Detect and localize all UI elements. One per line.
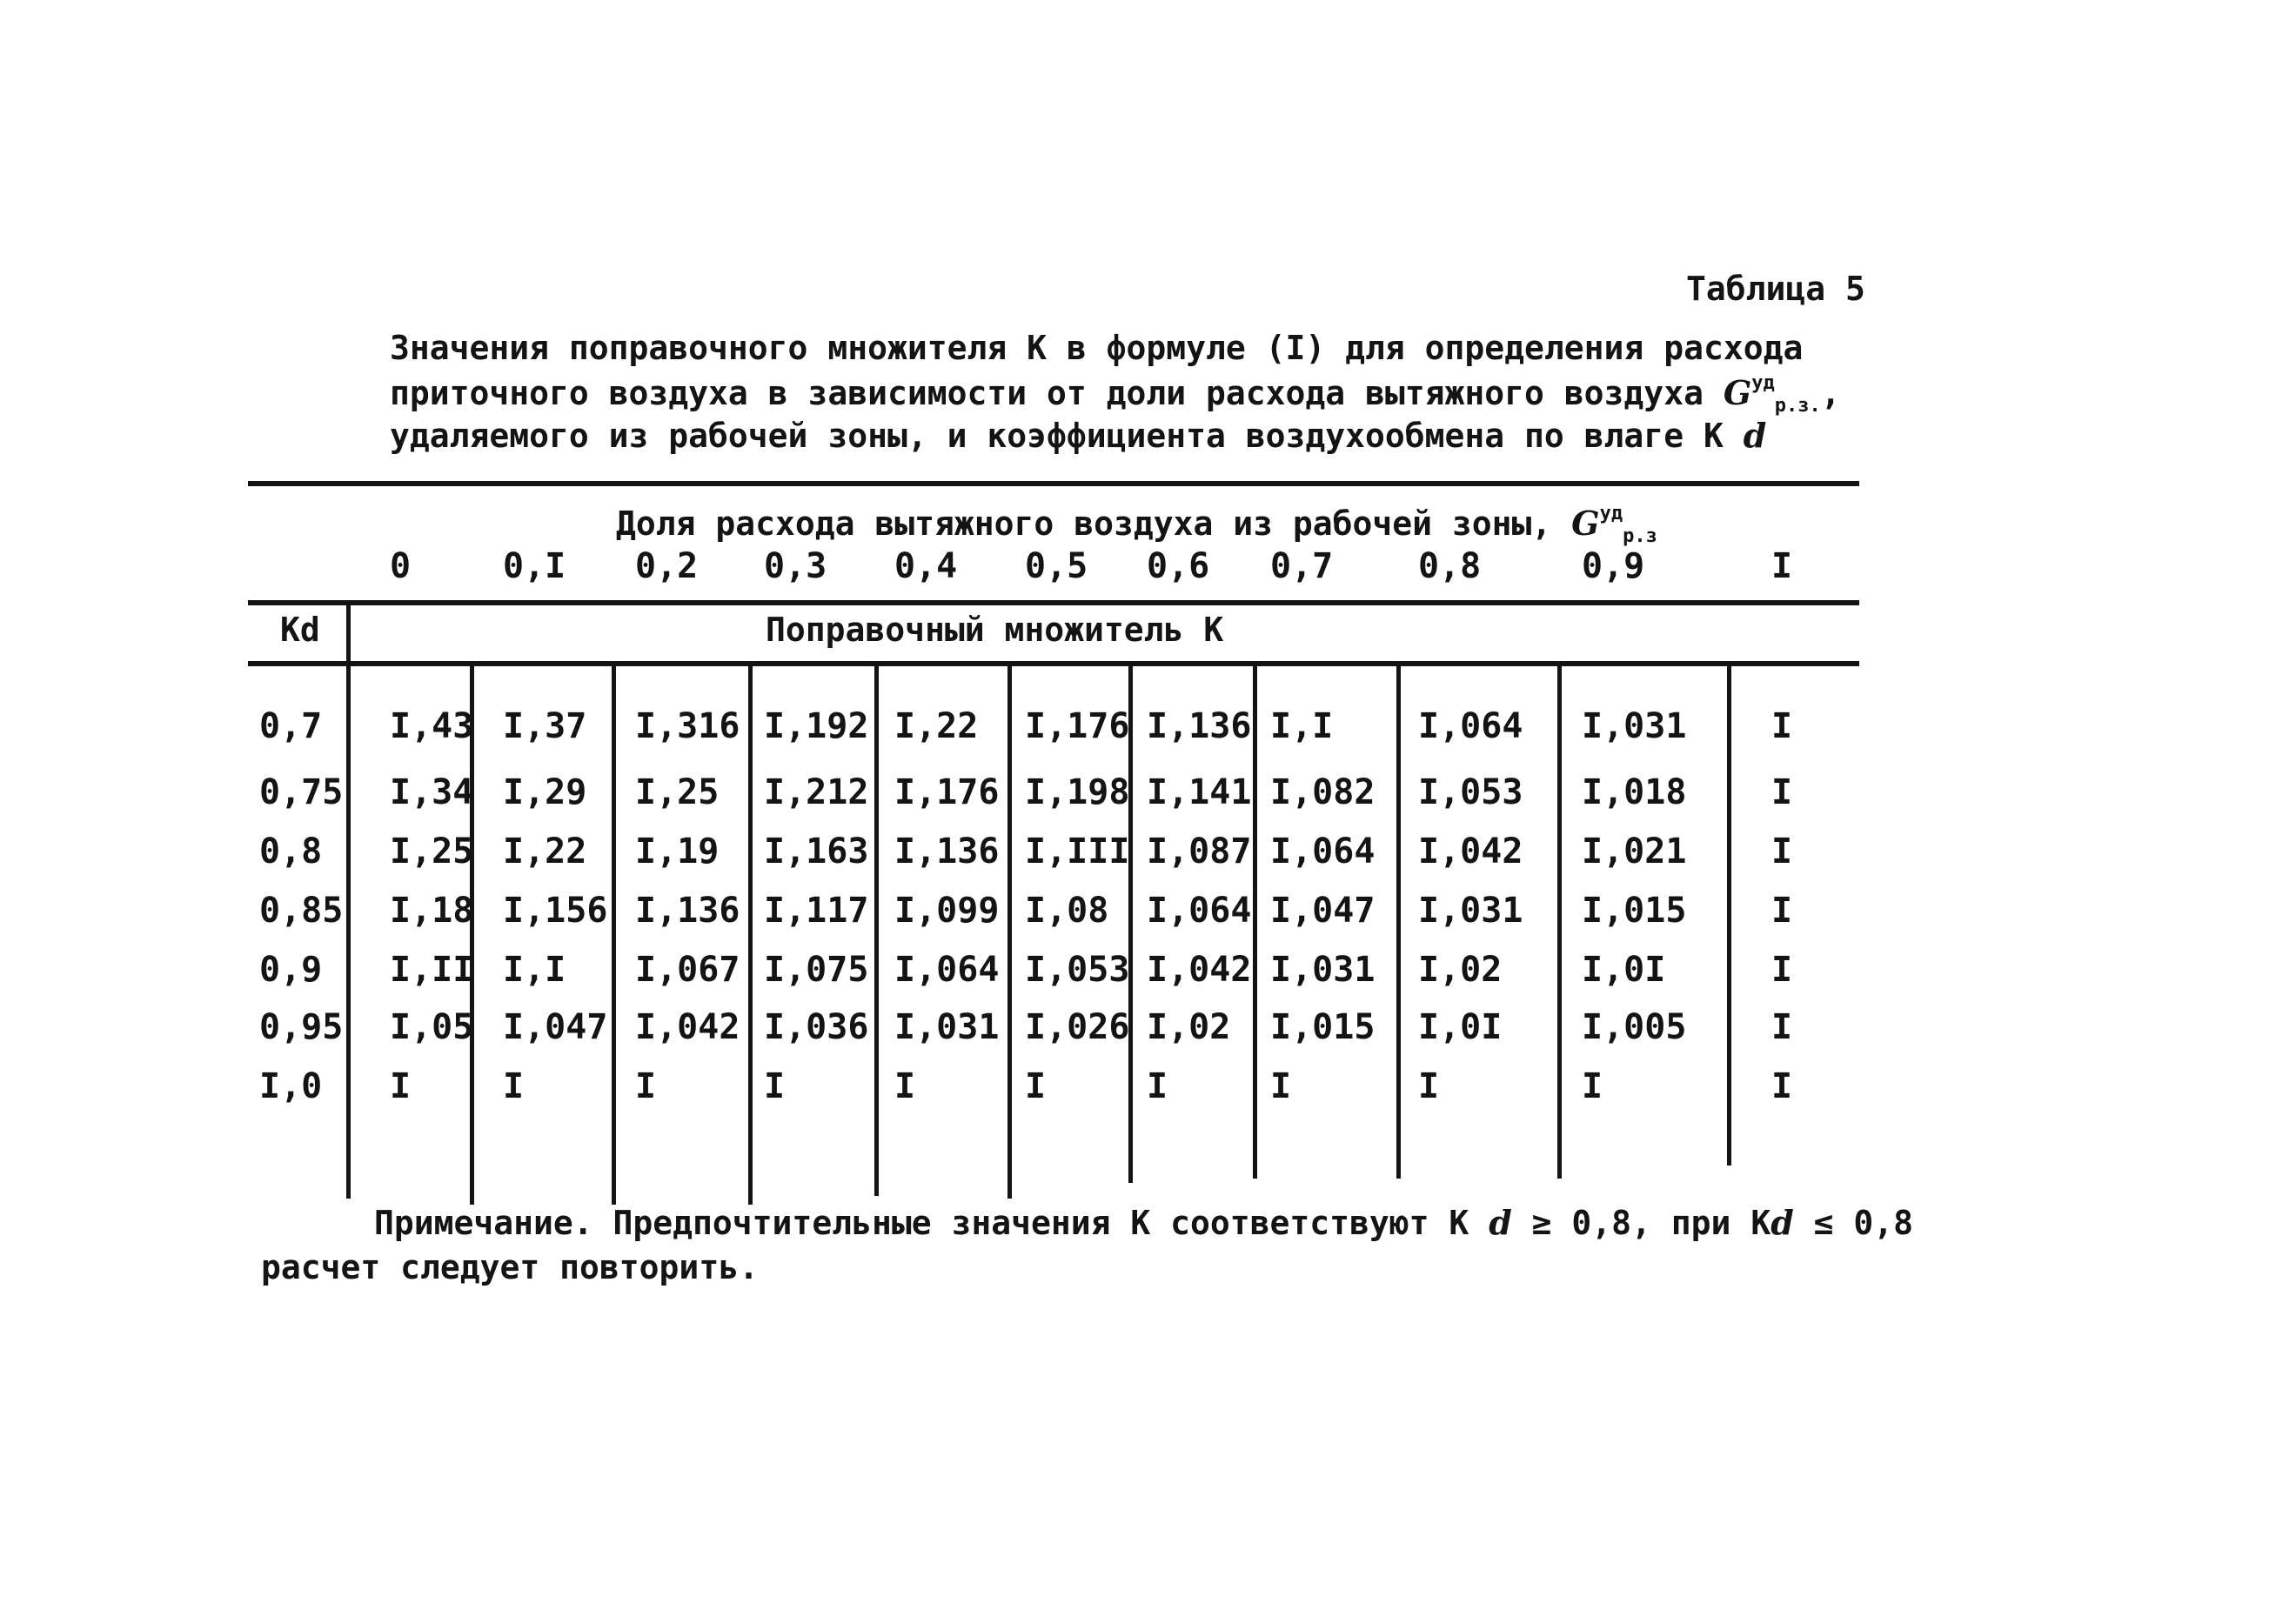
table-cell: I,192	[764, 706, 869, 746]
row-kd-value: 0,8	[259, 832, 323, 872]
table-cell: I	[1582, 1066, 1603, 1106]
header-symbol-sup: уд	[1599, 503, 1623, 524]
column-header: I	[1771, 546, 1793, 586]
table-cell: I,22	[894, 706, 979, 746]
note-ge-text: ≥ 0,8, при К	[1531, 1204, 1771, 1242]
column-header: 0,7	[1270, 546, 1334, 586]
table-cell: I,064	[894, 950, 1000, 990]
table-cell: I,02	[1418, 950, 1503, 990]
table-cell: I	[1771, 832, 1793, 872]
table-column-divider	[748, 663, 753, 1205]
caption-line-3	[390, 416, 1766, 455]
table-cell: I,136	[635, 891, 740, 931]
table-cell: I,02	[1147, 1007, 1231, 1047]
table-cell: I,031	[1270, 950, 1376, 990]
table-column-divider	[1253, 663, 1257, 1179]
row-header-kd: Кd	[280, 611, 320, 649]
note-kd-symbol-1: d	[1489, 1203, 1512, 1242]
caption-line-2	[390, 372, 1841, 417]
table-column-divider	[612, 663, 616, 1205]
table-header-rule	[248, 600, 1859, 605]
row-kd-value: 0,9	[259, 950, 323, 990]
column-header: 0,5	[1025, 546, 1088, 586]
table-cell: I,117	[764, 891, 869, 931]
row-kd-value: I,0	[259, 1066, 323, 1106]
caption-line-3-text: удаляемого из рабочей зоны, и коэффициента воздухообмена по влаге К	[390, 417, 1724, 455]
column-header: 0,9	[1582, 546, 1645, 586]
column-header: 0,4	[894, 546, 958, 586]
table-cell: I	[1771, 706, 1793, 746]
table-cell: I,0I	[1418, 1007, 1503, 1047]
caption-symbol-sup: уд	[1751, 372, 1775, 394]
note-text: Примечание. Предпочтительные значения К соответствуют К	[374, 1204, 1469, 1242]
table-cell: I,25	[390, 832, 474, 872]
header-symbol-sub: р.з	[1623, 525, 1657, 547]
table-cell: I	[894, 1066, 916, 1106]
table-column-divider	[1007, 663, 1012, 1199]
table-cell: I,29	[503, 772, 587, 812]
table-cell: I,053	[1418, 772, 1523, 812]
caption-comma: ,	[1820, 374, 1841, 412]
table-cell: I,047	[503, 1007, 608, 1047]
table-cell: I,042	[1418, 832, 1523, 872]
table-cell: I,031	[1582, 706, 1687, 746]
table-cell: I,018	[1582, 772, 1687, 812]
table-cell: I,067	[635, 950, 740, 990]
table-subheader: Поправочный множитель К	[766, 611, 1224, 649]
table-cell: I,031	[894, 1007, 1000, 1047]
table-cell: I,042	[635, 1007, 740, 1047]
note-kd-symbol-2: d	[1771, 1203, 1794, 1242]
caption-symbol: G	[1723, 373, 1752, 412]
column-header: 0,3	[764, 546, 827, 586]
caption-kd-symbol: d	[1743, 416, 1767, 455]
table-cell: I,031	[1418, 891, 1523, 931]
table-cell: I,25	[635, 772, 720, 812]
table-cell: I,43	[390, 706, 474, 746]
table-subheader-rule	[248, 661, 1859, 666]
table-cell: I	[1771, 891, 1793, 931]
table-cell: I,22	[503, 832, 587, 872]
caption-symbol-sub: р.з.	[1774, 395, 1821, 417]
table-cell: I,064	[1270, 832, 1376, 872]
header-symbol: G	[1571, 504, 1600, 543]
table-cell: I,18	[390, 891, 474, 931]
column-header: 0,I	[503, 546, 566, 586]
table-cell: I	[1771, 1007, 1793, 1047]
table-cell: I,015	[1270, 1007, 1376, 1047]
table-cell: I	[1771, 1066, 1793, 1106]
row-kd-value: 0,7	[259, 706, 323, 746]
table-column-divider	[1557, 663, 1562, 1179]
note-le-text: ≤ 0,8	[1813, 1204, 1914, 1242]
table-cell: I,176	[894, 772, 1000, 812]
column-header: 0	[390, 546, 412, 586]
table-cell: I,II	[390, 950, 474, 990]
table-label: Таблица 5	[1686, 270, 1865, 308]
caption-line-2-text: приточного воздуха в зависимости от доли расхода вытяжного воздуха	[390, 374, 1704, 412]
table-cell: I	[1147, 1066, 1168, 1106]
table-cell: I,099	[894, 891, 1000, 931]
table-cell: I	[1270, 1066, 1292, 1106]
table-cell: I,015	[1582, 891, 1687, 931]
table-cell: I	[1025, 1066, 1047, 1106]
table-cell: I,156	[503, 891, 608, 931]
table-column-divider	[346, 600, 351, 1199]
table-cell: I,136	[894, 832, 1000, 872]
table-cell: I,141	[1147, 772, 1252, 812]
table-header-title	[616, 503, 1657, 547]
table-cell: I,37	[503, 706, 587, 746]
table-cell: I,212	[764, 772, 869, 812]
row-kd-value: 0,75	[259, 772, 344, 812]
table-cell: I,075	[764, 950, 869, 990]
note-line-2: расчет следует повторить.	[261, 1248, 759, 1286]
table-column-divider	[1727, 663, 1731, 1165]
table-cell: I,I	[1270, 706, 1334, 746]
column-header: 0,6	[1147, 546, 1210, 586]
table-cell: I,III	[1025, 832, 1130, 872]
table-cell: I,198	[1025, 772, 1130, 812]
table-cell: I,026	[1025, 1007, 1130, 1047]
column-header: 0,2	[635, 546, 699, 586]
table-cell: I,053	[1025, 950, 1130, 990]
row-kd-value: 0,95	[259, 1007, 344, 1047]
table-cell: I,064	[1147, 891, 1252, 931]
table-cell: I	[764, 1066, 786, 1106]
table-cell: I,064	[1418, 706, 1523, 746]
table-header-title-text: Доля расхода вытяжного воздуха из рабочей зоны,	[616, 504, 1552, 543]
table-cell: I,19	[635, 832, 720, 872]
row-kd-value: 0,85	[259, 891, 344, 931]
column-header: 0,8	[1418, 546, 1482, 586]
table-cell: I,005	[1582, 1007, 1687, 1047]
table-cell: I,05	[390, 1007, 474, 1047]
table-cell: I,136	[1147, 706, 1252, 746]
table-cell: I	[390, 1066, 412, 1106]
table-cell: I	[503, 1066, 525, 1106]
table-cell: I,163	[764, 832, 869, 872]
table-cell: I	[1771, 772, 1793, 812]
table-cell: I	[1418, 1066, 1440, 1106]
table-cell: I,036	[764, 1007, 869, 1047]
note-line-1	[374, 1203, 1913, 1242]
table-cell: I,I	[503, 950, 566, 990]
table-cell: I,34	[390, 772, 474, 812]
table-cell: I,082	[1270, 772, 1376, 812]
table-cell: I,042	[1147, 950, 1252, 990]
table-cell: I,087	[1147, 832, 1252, 872]
table-top-rule	[248, 481, 1859, 486]
caption-line-1: Значения поправочного множителя К в формуле (I) для определения расхода	[390, 329, 1804, 367]
table-cell: I	[1771, 950, 1793, 990]
table-cell: I,08	[1025, 891, 1109, 931]
table-cell: I,021	[1582, 832, 1687, 872]
table-column-divider	[874, 663, 879, 1196]
table-cell: I,0I	[1582, 950, 1666, 990]
table-column-divider	[1396, 663, 1401, 1179]
table-cell: I,176	[1025, 706, 1130, 746]
table-cell: I	[635, 1066, 657, 1106]
table-cell: I,047	[1270, 891, 1376, 931]
table-cell: I,316	[635, 706, 740, 746]
